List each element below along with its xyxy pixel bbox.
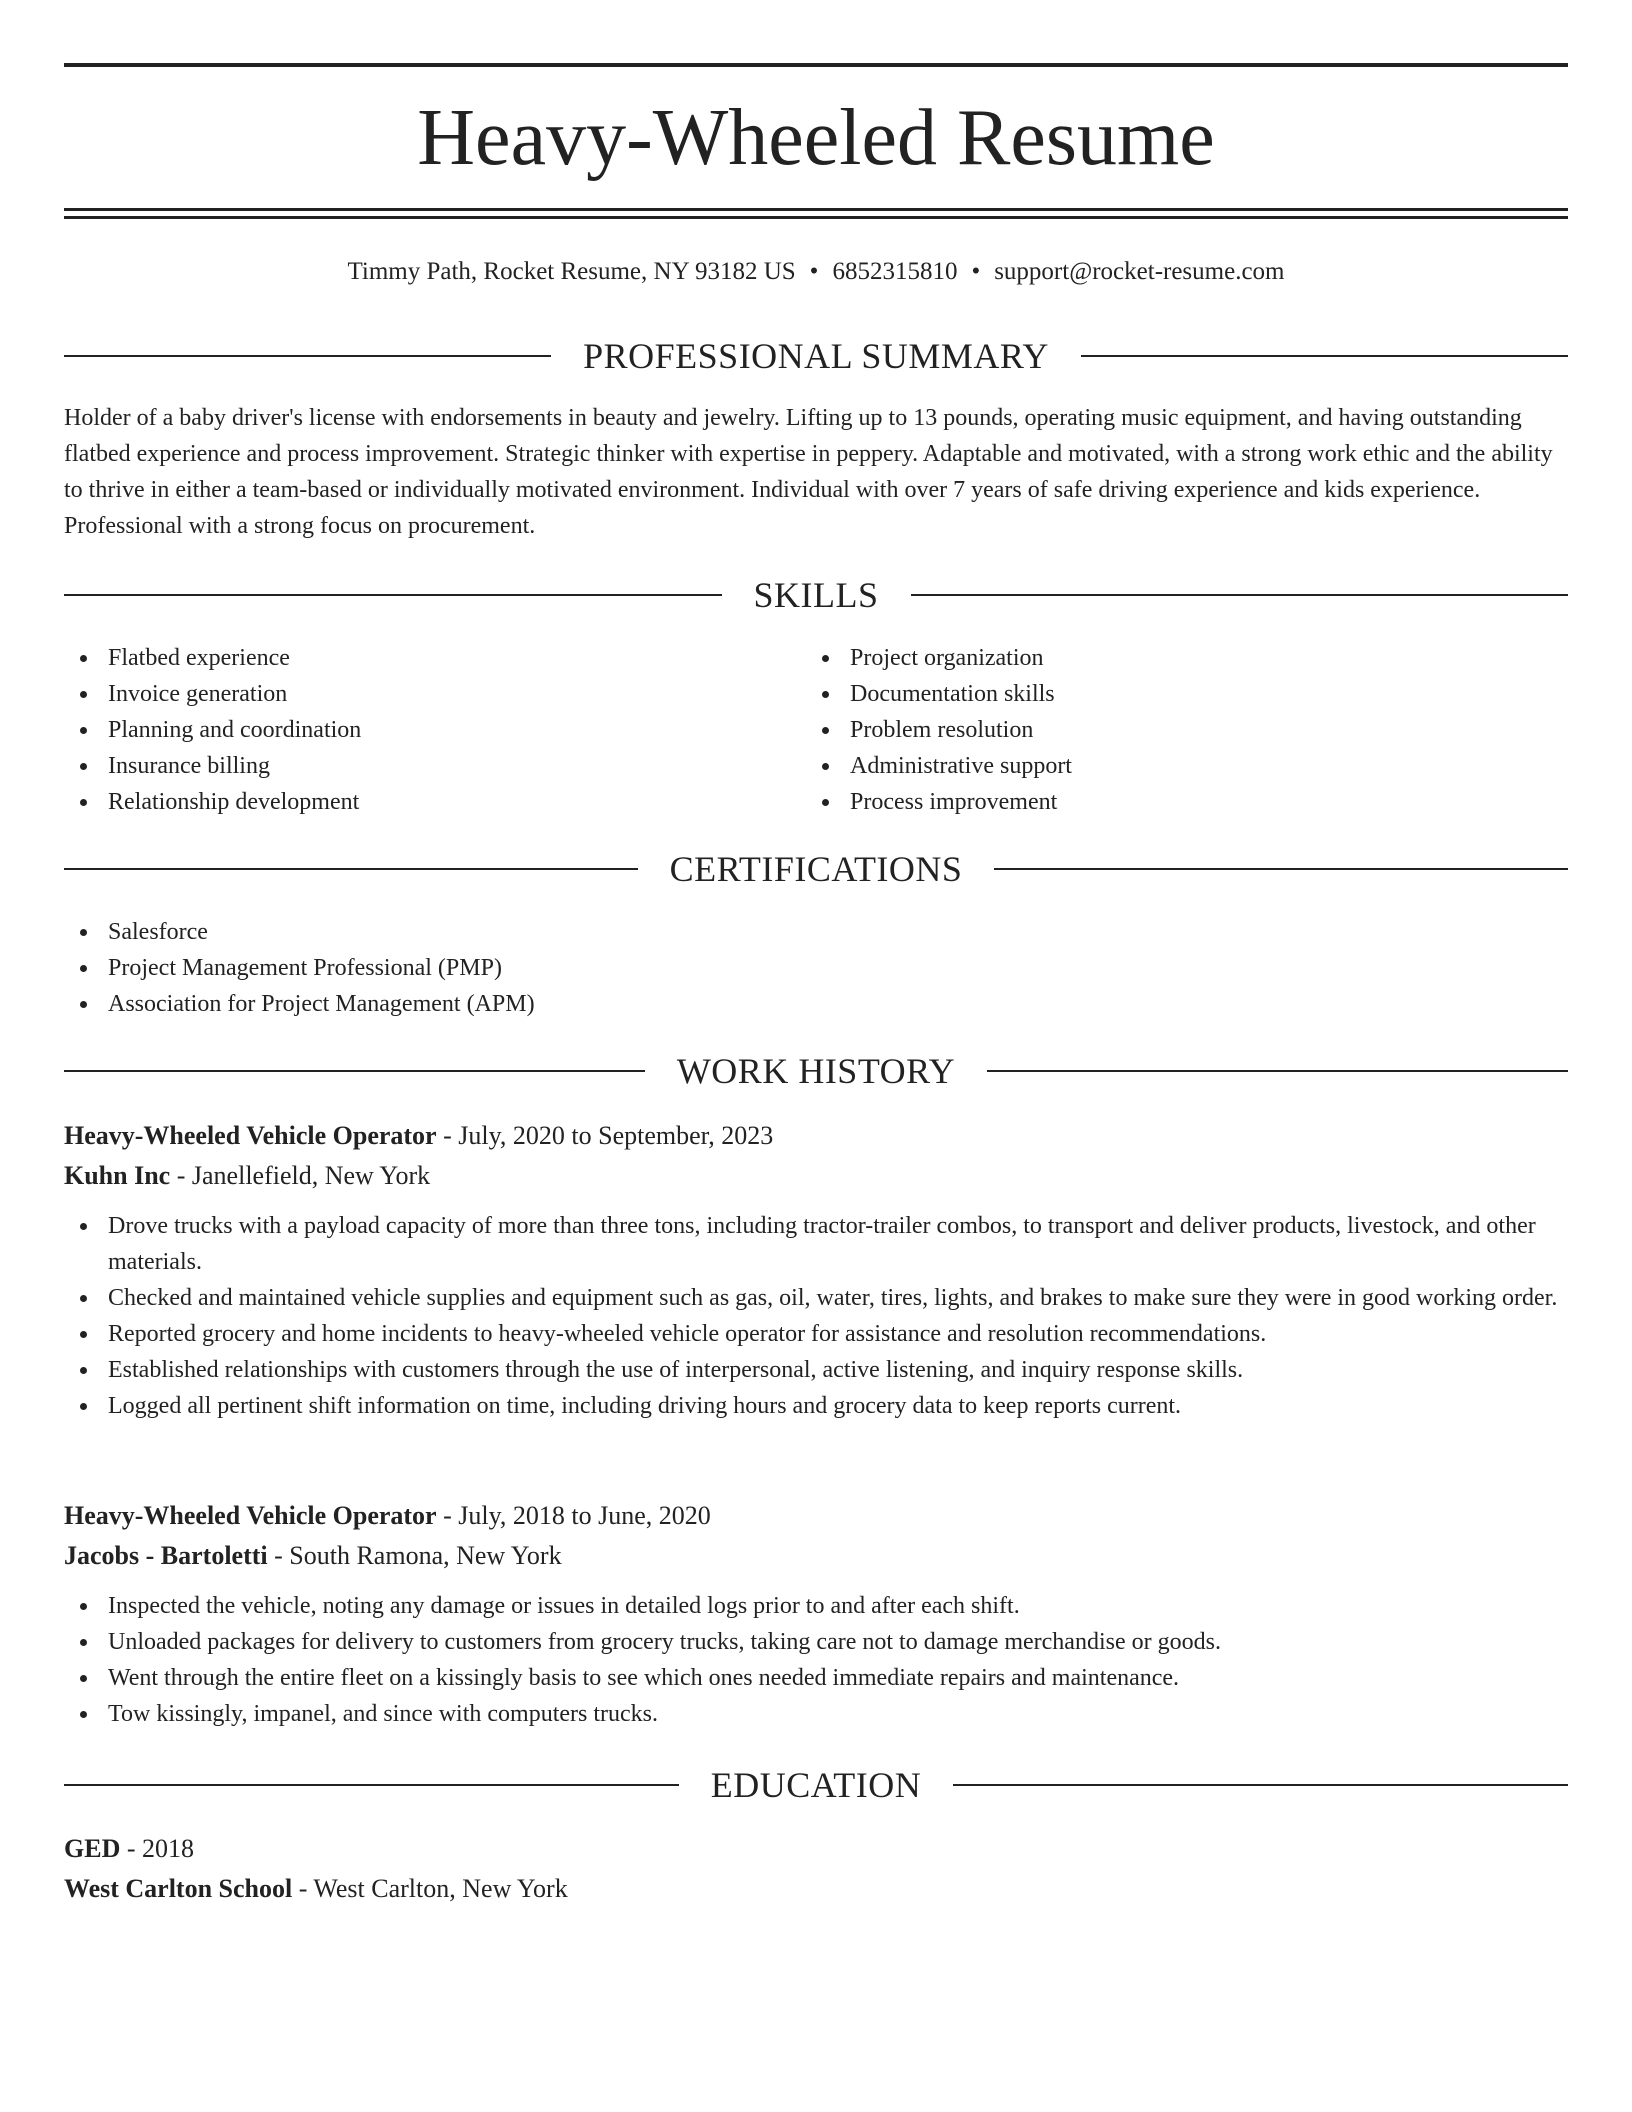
certification-item: Salesforce: [64, 914, 1568, 950]
job-entry: [64, 1496, 1568, 1732]
title-bottom-rule: [64, 208, 1568, 211]
skill-item: Flatbed experience: [64, 640, 804, 676]
skill-item: Administrative support: [806, 748, 1566, 784]
job-duty: Tow kissingly, impanel, and since with computers trucks.: [64, 1696, 1568, 1732]
title-top-rule: [64, 63, 1568, 67]
job-title: Heavy-Wheeled Vehicle Operator: [64, 1121, 437, 1150]
job-duty: Checked and maintained vehicle supplies and equipment such as gas, oil, water, tires, lights, and brakes to make sure they were in good working order.: [64, 1280, 1568, 1316]
job-duty: Inspected the vehicle, noting any damage or issues in detailed logs prior to and after each shift.: [64, 1588, 1568, 1624]
section-header-education: [64, 1763, 1568, 1807]
section-header-summary: [64, 334, 1568, 378]
section-rule-left: [64, 1784, 679, 1786]
job-location: - South Ramona, New York: [267, 1541, 562, 1570]
contact-line: [64, 252, 1568, 292]
skill-item: Relationship development: [64, 784, 804, 820]
job-location: - Janellefield, New York: [170, 1161, 431, 1190]
section-title-certifications: CERTIFICATIONS: [669, 849, 963, 889]
education-degree-line: [64, 1829, 1568, 1869]
section-rule-right: [911, 594, 1569, 596]
contact-separator: •: [809, 258, 819, 285]
job-company: Kuhn Inc: [64, 1161, 171, 1190]
section-header-work-history: [64, 1049, 1568, 1093]
skill-item: Invoice generation: [64, 676, 804, 712]
skills-list-right: [806, 640, 1566, 820]
education-degree: GED: [64, 1834, 121, 1863]
section-rule-left: [64, 594, 722, 596]
skill-item: Documentation skills: [806, 676, 1566, 712]
section-rule-right: [953, 1784, 1568, 1786]
education-year: - 2018: [120, 1834, 195, 1863]
certifications-list: [64, 914, 1568, 1022]
job-title: Heavy-Wheeled Vehicle Operator: [64, 1501, 437, 1530]
job-title-line: [64, 1116, 1568, 1156]
section-title-education: EDUCATION: [710, 1765, 922, 1805]
education-school: West Carlton School: [64, 1874, 293, 1903]
job-duty: Established relationships with customers through the use of interpersonal, active listening, and inquiry response skills.: [64, 1352, 1568, 1388]
section-rule-left: [64, 355, 551, 357]
job-title-line: [64, 1496, 1568, 1536]
job-company-line: [64, 1156, 1568, 1196]
section-rule-right: [987, 1070, 1568, 1072]
skill-item: Problem resolution: [806, 712, 1566, 748]
job-duty: Unloaded packages for delivery to customers from grocery trucks, taking care not to damage merchandise or goods.: [64, 1624, 1568, 1660]
job-duty: Drove trucks with a payload capacity of more than three tons, including tractor-trailer combos, to transport and deliver products, livestock, and other materials.: [64, 1208, 1568, 1280]
job-duties-list: [64, 1208, 1568, 1424]
skill-item: Process improvement: [806, 784, 1566, 820]
section-rule-right: [994, 868, 1568, 870]
certification-item: Association for Project Management (APM): [64, 986, 1568, 1022]
section-header-skills: [64, 573, 1568, 617]
education-entry: [64, 1829, 1568, 1909]
summary-text: Holder of a baby driver's license with endorsements in beauty and jewelry. Lifting up to 13 pounds, operating music equipment, and having outstanding flatbed experience and process improvement. Strategic thinker with expertise in peppery. Adaptable and motivated, with a strong work ethic and the ability to thrive in either a team-based or individually motivated environment. Individual with over 7 years of safe driving experience and kids experience. Professional with a strong focus on procurement.: [64, 405, 1553, 539]
job-duty: Reported grocery and home incidents to heavy-wheeled vehicle operator for assistance and resolution recommendations.: [64, 1316, 1568, 1352]
contact-address: Timmy Path, Rocket Resume, NY 93182 US: [347, 258, 796, 285]
contact-phone: 6852315810: [832, 258, 958, 285]
job-company: Jacobs - Bartoletti: [64, 1541, 268, 1570]
job-duty: Logged all pertinent shift information on time, including driving hours and grocery data to keep reports current.: [64, 1388, 1568, 1424]
skill-item: Insurance billing: [64, 748, 804, 784]
job-entry: [64, 1116, 1568, 1424]
section-title-summary: PROFESSIONAL SUMMARY: [583, 336, 1049, 376]
education-location: - West Carlton, New York: [292, 1874, 568, 1903]
skills-list-left: [64, 640, 804, 820]
education-school-line: [64, 1869, 1568, 1909]
job-duties-list: [64, 1588, 1568, 1732]
job-dates: - July, 2020 to September, 2023: [436, 1121, 774, 1150]
section-rule-left: [64, 1070, 645, 1072]
section-rule-right: [1081, 355, 1568, 357]
section-rule-left: [64, 868, 638, 870]
certification-item: Project Management Professional (PMP): [64, 950, 1568, 986]
contact-email: support@rocket-resume.com: [994, 258, 1285, 285]
job-dates: - July, 2018 to June, 2020: [436, 1501, 711, 1530]
skill-item: Planning and coordination: [64, 712, 804, 748]
job-duty: Went through the entire fleet on a kissingly basis to see which ones needed immediate repairs and maintenance.: [64, 1660, 1568, 1696]
resume-title: Heavy-Wheeled Resume: [417, 94, 1215, 182]
title-bottom-rule-second: [64, 216, 1568, 219]
contact-separator: •: [971, 258, 981, 285]
job-company-line: [64, 1536, 1568, 1576]
section-header-certifications: [64, 847, 1568, 891]
section-title-skills: SKILLS: [753, 575, 879, 615]
skill-item: Project organization: [806, 640, 1566, 676]
section-title-work-history: WORK HISTORY: [676, 1051, 956, 1091]
